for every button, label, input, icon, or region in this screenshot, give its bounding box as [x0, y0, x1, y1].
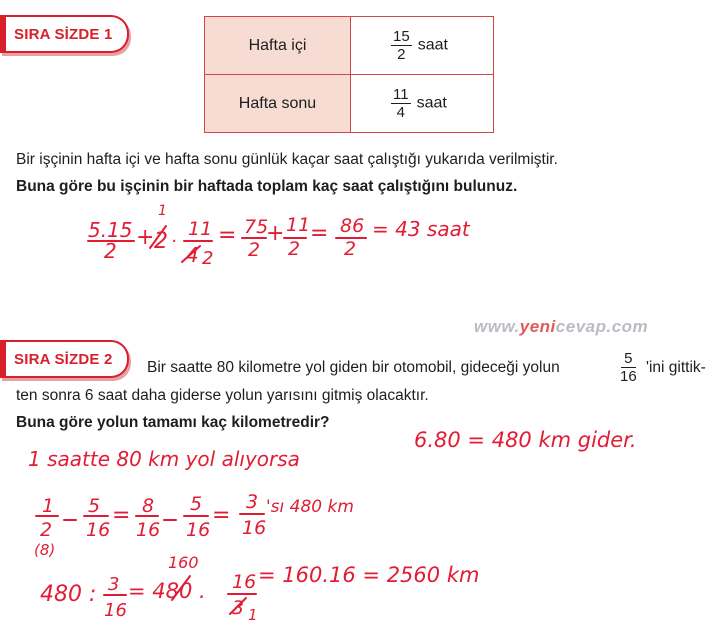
hw-text: 1 — [158, 203, 167, 219]
statement-text-2b: 'ini gittik- — [646, 359, 706, 376]
hw-text: 5 — [88, 495, 101, 517]
table-row-value: $\frac{11}{4}$ saat — [351, 75, 494, 133]
hw-text: 16 — [232, 571, 257, 593]
hw-text: 1 saatte 80 km yol alıyorsa — [28, 447, 300, 471]
fraction: $\frac{15}{2}$ — [393, 28, 410, 63]
hw-text: 16 — [136, 519, 161, 541]
table-row-label: Hafta içi — [205, 17, 351, 75]
svg-text:=: = — [218, 223, 237, 248]
svg-text:=: = — [310, 221, 329, 246]
hw-text: 2 — [288, 238, 301, 260]
hw-text: 2 — [202, 248, 214, 269]
hw-text: 160 — [168, 553, 199, 572]
hw-text: 11 — [286, 214, 311, 236]
question-text-1: Buna göre bu işçinin bir haftada toplam kaç saat çalıştığını bulunuz. — [16, 178, 518, 195]
section-badge-2: SIRA SİZDE 2 — [0, 340, 129, 378]
hw-text: 6.80 = 480 km gider. — [414, 428, 637, 452]
fraction: $\frac{11}{4}$ — [393, 86, 409, 121]
hw-text: 2 — [104, 239, 117, 263]
hw-text: 2 — [344, 238, 357, 260]
problem-fraction: 5 16 — [620, 350, 637, 385]
hw-text: 2 — [154, 229, 168, 254]
question-text-2: Buna göre yolun tamamı kaç kilometredir? — [16, 414, 330, 431]
hw-text: 75 — [244, 216, 269, 238]
hw-text: (8) — [34, 541, 56, 559]
svg-text:=: = — [212, 503, 231, 528]
svg-text:=: = — [112, 503, 131, 528]
hw-text: 3 — [232, 597, 245, 619]
hw-text: = 43 saat — [372, 217, 470, 241]
hw-text: . — [172, 226, 178, 247]
hw-text: 1 — [248, 606, 258, 624]
hw-text: = 480 . — [128, 579, 206, 603]
hw-text: 2 — [40, 519, 53, 541]
hw-text: 4 — [186, 243, 199, 267]
handwritten-line-4 — [40, 553, 479, 624]
table-row-value: $\frac{15}{2}$ saat — [351, 17, 494, 75]
hw-text: 2 — [248, 239, 261, 261]
hw-text: 16 — [186, 519, 211, 541]
hw-text: 16 — [242, 517, 267, 539]
statement-text-2a: Bir saatte 80 kilometre yol giden bir otomobil, gideceği yolun — [147, 359, 560, 376]
table-row-label: Hafta sonu — [205, 75, 351, 133]
hw-text: 16 — [104, 600, 127, 621]
svg-text:+: + — [136, 225, 155, 250]
hw-text: 16 — [86, 519, 111, 541]
hw-text: 1 — [42, 495, 55, 517]
hw-text: 'sı 480 km — [266, 497, 354, 517]
svg-text:+: + — [266, 221, 285, 246]
hw-text: 8 — [142, 495, 155, 517]
brand-watermark: www.yenicevap.com — [474, 317, 649, 336]
section-badge-1: SIRA SİZDE 1 — [0, 15, 129, 53]
statement-text-2c: ten sonra 6 saat daha giderse yolun yarısını gitmiş olacaktır. — [16, 387, 429, 404]
handwritten-line-1 — [88, 203, 471, 269]
hw-text: 480 : — [40, 582, 97, 607]
hw-text: 86 — [340, 215, 365, 237]
hw-text: 5 — [190, 493, 203, 515]
hw-text: 5.15 — [88, 218, 133, 242]
hw-text: 3 — [246, 491, 259, 513]
hw-text: 3 — [108, 574, 120, 595]
hw-text: = 160.16 = 2560 km — [258, 563, 480, 587]
handwritten-line-2 — [28, 428, 637, 471]
hw-text: 11 — [188, 218, 213, 240]
statement-text-1: Bir işçinin hafta içi ve hafta sonu günlük kaçar saat çalıştığı yukarıda verilmiştir. — [16, 151, 558, 168]
handwritten-line-3 — [34, 491, 354, 559]
